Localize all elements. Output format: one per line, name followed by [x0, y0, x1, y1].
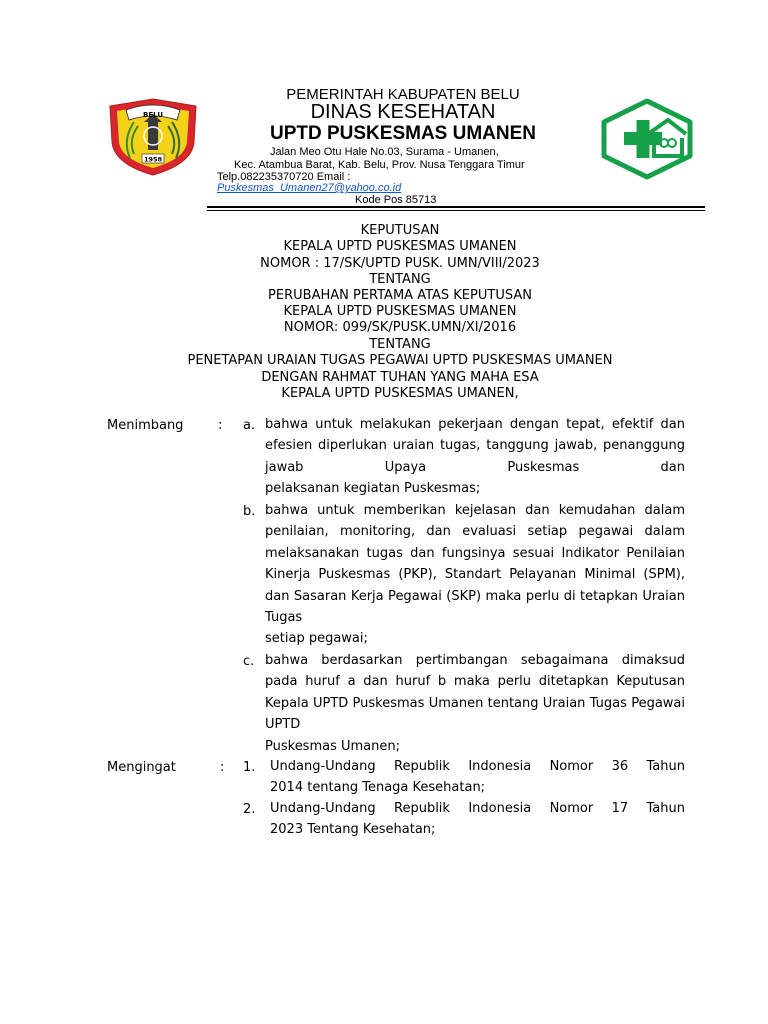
item-text: bahwa untuk melakukan pekerjaan dengan tepat, efektif dan efesien diperlukan uraian tugas, tanggung jawab, penanggung jawab Upaya Puskesmas dan	[265, 417, 685, 475]
title-line: PERUBAHAN PERTAMA ATAS KEPUTUSAN	[268, 288, 532, 303]
consideration-item-b	[265, 500, 685, 650]
item-last-line: 2023 Tentang Kesehatan;	[270, 822, 436, 838]
list-marker: c.	[243, 654, 255, 669]
item-text: Undang-Undang Republik Indonesia Nomor 36 Tahun	[270, 759, 685, 774]
title-line: TENTANG	[369, 272, 431, 287]
list-marker: b.	[243, 504, 256, 519]
item-text: bahwa berdasarkan pertimbangan sebagaimana dimaksud pada huruf a dan huruf b maka perlu ditetapkan Keputusan Kepala UPTD Puskesmas Umanen tentang Uraian Tugas Pegawai UPTD	[265, 653, 685, 733]
title-line: KEPALA UPTD PUSKESMAS UMANEN	[283, 304, 517, 319]
government-name: PEMERINTAH KABUPATEN BELU	[286, 86, 520, 103]
puskesmas-logo	[598, 98, 696, 180]
title-line: KEPALA UPTD PUSKESMAS UMANEN	[283, 239, 517, 254]
consideration-item-c	[265, 650, 685, 757]
email-link[interactable]: Puskesmas_Umanen27@yahoo.co.id	[217, 182, 402, 194]
legal-basis-item-1	[270, 756, 685, 799]
item-text: bahwa untuk memberikan kejelasan dan kemudahan dalam penilaian, monitoring, dan evaluasi setiap pegawai dalam melaksanakan tugas dan fungsinya sesuai Indikator Penilaian Kinerja Puskesmas (PKP), Standart Pelayanan Minimal (SPM), dan Sasaran Kerja Pegawai (SKP) maka perlu di tetapkan Uraian Tugas	[265, 503, 685, 626]
header-rule-thick	[207, 206, 705, 208]
belu-regency-logo	[104, 96, 202, 178]
mengingat-label: Mengingat	[107, 760, 176, 775]
menimbang-label: Menimbang	[107, 418, 184, 433]
address-line-2: Kec. Atambua Barat, Kab. Belu, Prov. Nusa Tenggara Timur	[234, 159, 525, 171]
consideration-item-a	[265, 414, 685, 500]
item-last-line: 2014 tentang Tenaga Kesehatan;	[270, 780, 486, 796]
list-marker: 2.	[243, 802, 256, 817]
address-line-1: Jalan Meo Otu Hale No.03, Surama - Umanen,	[270, 146, 499, 158]
office-name: DINAS KESEHATAN	[310, 101, 496, 123]
logo-banner-text: BELU	[142, 111, 164, 119]
title-line: TENTANG	[369, 337, 431, 352]
item-text: Undang-Undang Republik Indonesia Nomor 17 Tahun	[270, 801, 685, 816]
title-line: PENETAPAN URAIAN TUGAS PEGAWAI UPTD PUSKESMAS UMANEN	[187, 353, 613, 368]
header-rule-thin	[207, 210, 705, 211]
title-line: KEPALA UPTD PUSKESMAS UMANEN,	[281, 386, 519, 401]
logo-year-text: 1958	[143, 155, 163, 164]
title-line: NOMOR: 099/SK/PUSK.UMN/XI/2016	[283, 320, 517, 335]
title-line: DENGAN RAHMAT TUHAN YANG MAHA ESA	[261, 370, 539, 385]
legal-basis-item-2	[270, 798, 685, 841]
item-last-line: Puskesmas Umanen;	[265, 738, 400, 754]
institution-name: UPTD PUSKESMAS UMANEN	[269, 123, 537, 144]
list-marker: 1.	[243, 760, 256, 775]
postal-code: Kode Pos 85713	[355, 194, 437, 206]
menimbang-colon: :	[218, 418, 223, 433]
list-marker: a.	[243, 418, 256, 433]
item-last-line: setiap pegawai;	[265, 631, 368, 647]
item-last-line: pelaksanan kegiatan Puskesmas;	[265, 481, 481, 497]
title-line: KEPUTUSAN	[360, 223, 440, 238]
phone-line: Telp.082235370720 Email :	[217, 171, 351, 183]
mengingat-colon: :	[220, 760, 225, 775]
title-line: NOMOR : 17/SK/UPTD PUSK. UMN/VIII/2023	[260, 256, 540, 271]
